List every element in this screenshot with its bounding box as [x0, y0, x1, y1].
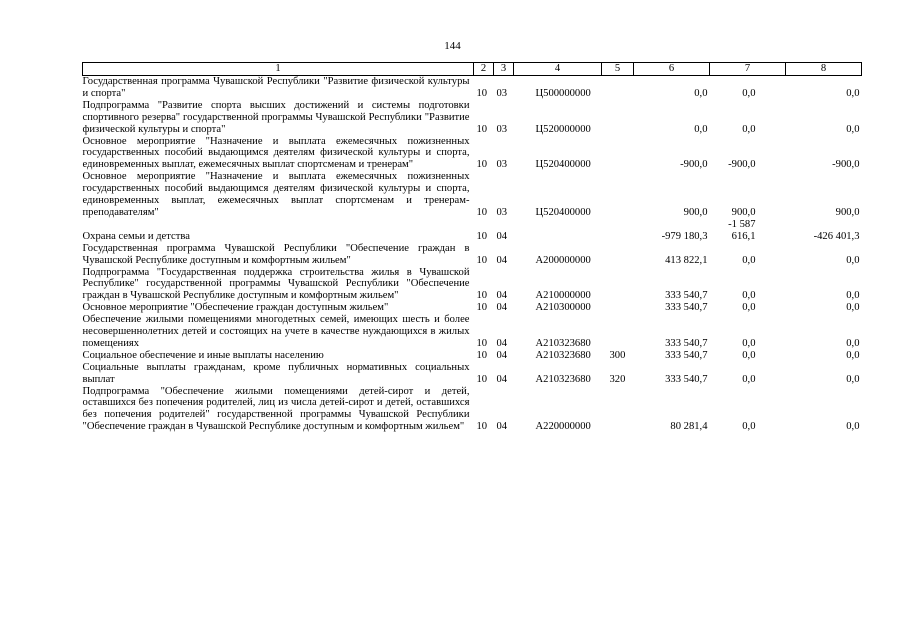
- row-value-col6: 333 540,7: [665, 290, 708, 302]
- row-value-col7: 0,0: [742, 421, 756, 433]
- row-expense-type: [602, 76, 634, 100]
- row-expense-type: [602, 243, 634, 267]
- table-row: [83, 171, 862, 219]
- row-target-code: А220000000: [535, 421, 591, 433]
- row-name: Основное мероприятие "Назначение и выплата ежемесячных пожизненных государственных пособий выдающимся деятелям физической культуры и спорта, единовременных выплат, ежемесячных выплат спортсменам и тренерам": [82, 135, 470, 171]
- row-expense-type: [602, 171, 634, 219]
- row-value-col8: 0,0: [846, 349, 860, 361]
- table-row: [83, 243, 862, 267]
- row-name: Основное мероприятие "Обеспечение граждан доступным жильем": [82, 302, 389, 314]
- row-target-code: А210323680: [535, 373, 591, 385]
- row-value-col7: 0,0: [742, 87, 756, 99]
- row-expense-type: 320: [609, 373, 626, 385]
- row-subsection: 03: [496, 159, 508, 171]
- row-value-col6: 333 540,7: [665, 302, 708, 314]
- row-expense-type: 300: [609, 349, 626, 361]
- row-name: Охрана семьи и детства: [82, 230, 190, 242]
- row-target-code: Ц520400000: [535, 159, 591, 171]
- row-value-col7: 0,0: [742, 302, 756, 314]
- table-row: [83, 362, 862, 386]
- row-target-code: А210300000: [535, 302, 591, 314]
- row-name: Государственная программа Чувашской Республики "Развитие физической культуры и спорта": [82, 76, 470, 99]
- table-row: [83, 350, 862, 362]
- row-section: 10: [476, 290, 488, 302]
- row-value-col7: 900,0: [731, 206, 756, 218]
- column-header: 6: [634, 63, 710, 76]
- row-value-col6: -979 180,3: [661, 230, 708, 242]
- table-row: [83, 100, 862, 136]
- row-value-col7: 0,0: [742, 373, 756, 385]
- table-row: [83, 136, 862, 172]
- row-subsection: 03: [496, 87, 508, 99]
- row-value-col8: 0,0: [846, 337, 860, 349]
- column-header: 1: [83, 63, 474, 76]
- row-value-col6: 333 540,7: [665, 373, 708, 385]
- row-value-col7: -1 587 616,1: [728, 218, 756, 242]
- row-section: 10: [476, 373, 488, 385]
- row-value-col8: 0,0: [846, 373, 860, 385]
- row-value-col8: 0,0: [846, 290, 860, 302]
- column-header: 5: [602, 63, 634, 76]
- row-expense-type: [602, 267, 634, 303]
- row-section: 10: [476, 254, 488, 266]
- row-target-code: А200000000: [535, 254, 591, 266]
- row-target-code: А210323680: [535, 337, 591, 349]
- row-value-col7: -900,0: [728, 159, 756, 171]
- row-target-code: А210323680: [535, 349, 591, 361]
- column-header: 8: [786, 63, 862, 76]
- row-value-col6: 80 281,4: [670, 421, 708, 433]
- row-subsection: 04: [496, 349, 508, 361]
- budget-table: [82, 62, 862, 433]
- column-header: 4: [514, 63, 602, 76]
- row-value-col8: -426 401,3: [813, 230, 860, 242]
- row-value-col7: 0,0: [742, 123, 756, 135]
- column-number-header: [83, 63, 862, 76]
- row-section: 10: [476, 349, 488, 361]
- table-row: [83, 302, 862, 314]
- row-expense-type: [602, 302, 634, 314]
- row-section: 10: [476, 159, 488, 171]
- row-target-code: Ц520400000: [535, 206, 591, 218]
- row-value-col6: 900,0: [683, 206, 708, 218]
- row-target-code: Ц500000000: [535, 87, 591, 99]
- row-section: 10: [476, 421, 488, 433]
- row-subsection: 04: [496, 302, 508, 314]
- row-subsection: 03: [496, 206, 508, 218]
- column-header: 2: [474, 63, 494, 76]
- row-value-col6: -900,0: [680, 159, 708, 171]
- table-row: [83, 76, 862, 100]
- row-section: 10: [476, 230, 488, 242]
- row-expense-type: [602, 386, 634, 434]
- row-value-col6: 0,0: [694, 87, 708, 99]
- row-target-code: А210000000: [535, 290, 591, 302]
- row-section: 10: [476, 206, 488, 218]
- row-section: 10: [476, 123, 488, 135]
- row-value-col7: 0,0: [742, 254, 756, 266]
- page-number: 144: [444, 40, 461, 52]
- row-expense-type: [602, 314, 634, 350]
- row-section: 10: [476, 87, 488, 99]
- row-subsection: 04: [496, 254, 508, 266]
- row-name: Основное мероприятие "Назначение и выплата ежемесячных пожизненных государственных пособий выдающимся деятелям физической культуры и спорта, единовременных выплат, ежемесячных выплат спортсменам и тренерам-преподавателям": [82, 171, 470, 218]
- table-row: [83, 314, 862, 350]
- row-value-col8: -900,0: [832, 159, 860, 171]
- row-name: Социальное обеспечение и иные выплаты населению: [82, 349, 324, 361]
- row-expense-type: [602, 219, 634, 243]
- row-subsection: 04: [496, 230, 508, 242]
- row-name: Социальные выплаты гражданам, кроме публичных нормативных социальных выплат: [82, 361, 470, 385]
- column-header: 7: [710, 63, 786, 76]
- row-subsection: 04: [496, 337, 508, 349]
- column-header: 3: [494, 63, 514, 76]
- table-row: [83, 267, 862, 303]
- row-section: 10: [476, 302, 488, 314]
- row-subsection: 03: [496, 123, 508, 135]
- row-name: Подпрограмма "Развитие спорта высших достижений и системы подготовки спортивного резерва" государственной программы Чувашской Республики "Развитие физической культуры и спорта": [82, 99, 470, 135]
- row-target-code: Ц520000000: [535, 123, 591, 135]
- row-section: 10: [476, 337, 488, 349]
- row-target-code: [514, 219, 602, 243]
- row-value-col6: 413 822,1: [665, 254, 708, 266]
- row-name: Подпрограмма "Государственная поддержка строительства жилья в Чувашской Республике" государственной программы Чувашской Республики "Обеспечение граждан в Чувашской Республике доступным и комфортным жильем": [82, 266, 470, 302]
- row-expense-type: [602, 100, 634, 136]
- row-value-col7: 0,0: [742, 349, 756, 361]
- row-expense-type: [602, 136, 634, 172]
- row-name: Государственная программа Чувашской Республики "Обеспечение граждан в Чувашской Республике доступным и комфортным жильем": [82, 242, 470, 266]
- row-subsection: 04: [496, 421, 508, 433]
- row-value-col7: 0,0: [742, 290, 756, 302]
- row-value-col7: 0,0: [742, 337, 756, 349]
- table-row: [83, 219, 862, 243]
- row-value-col8: 0,0: [846, 254, 860, 266]
- table-row: [83, 386, 862, 434]
- row-value-col6: 333 540,7: [665, 349, 708, 361]
- row-value-col8: 0,0: [846, 87, 860, 99]
- row-name: Подпрограмма "Обеспечение жилыми помещениями детей-сирот и детей, оставшихся без попечения родителей, лиц из числа детей-сирот и детей, оставшихся без попечения родителей" государственной программы Чувашской Республики "Обеспечение граждан в Чувашской Республике доступным и комфортным жильем": [82, 385, 470, 433]
- row-subsection: 04: [496, 290, 508, 302]
- row-name: Обеспечение жилыми помещениями многодетных семей, имеющих шесть и более несовершеннолетних детей и состоящих на учете в качестве нуждающихся в жилых помещениях: [82, 314, 470, 349]
- row-value-col6: 0,0: [694, 123, 708, 135]
- row-value-col8: 0,0: [846, 302, 860, 314]
- row-value-col8: 0,0: [846, 421, 860, 433]
- row-value-col6: 333 540,7: [665, 337, 708, 349]
- row-value-col8: 0,0: [846, 123, 860, 135]
- row-subsection: 04: [496, 373, 508, 385]
- row-value-col8: 900,0: [835, 206, 860, 218]
